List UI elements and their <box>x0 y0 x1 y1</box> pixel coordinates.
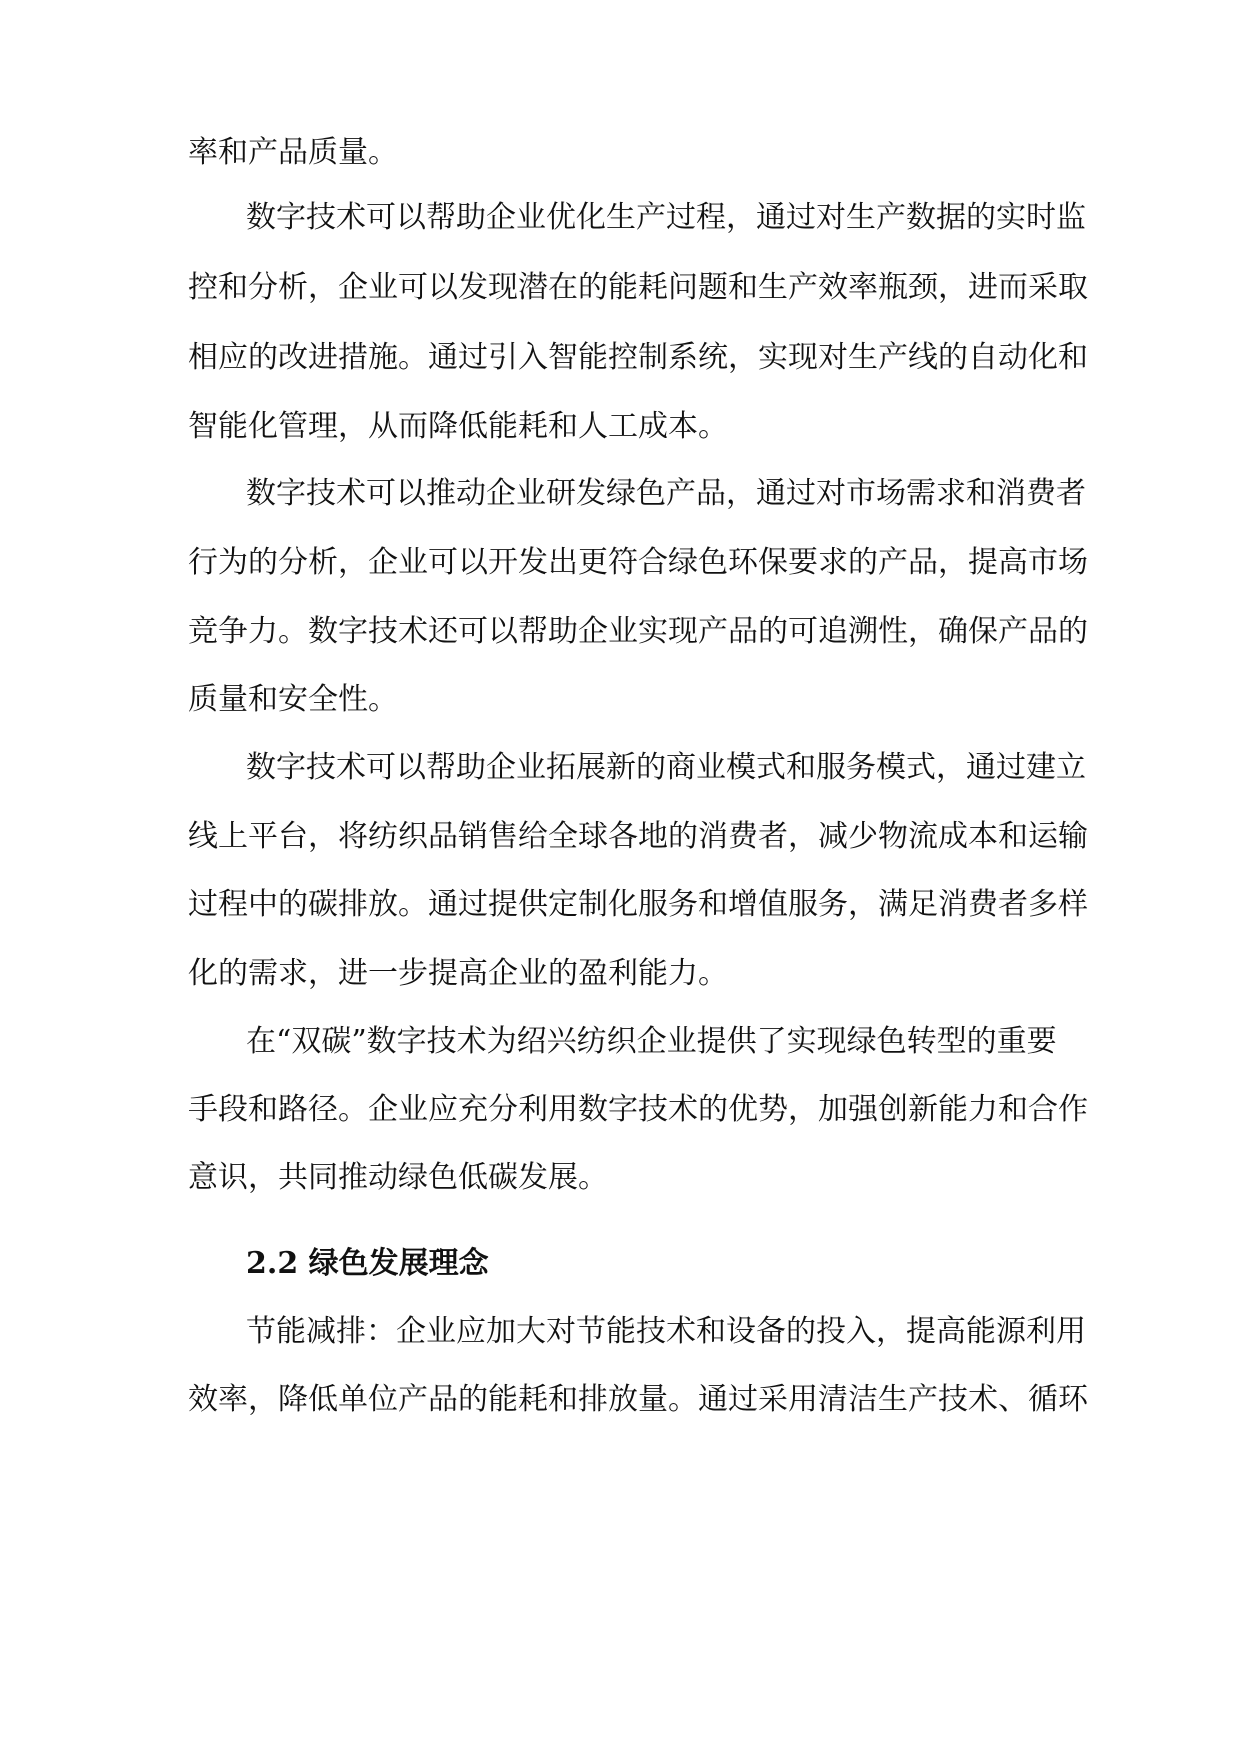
paragraph-line: 相应的改进措施。通过引入智能控制系统，实现对生产线的自动化和 <box>188 340 1088 375</box>
paragraph-line: 智能化管理，从而降低能耗和人工成本。 <box>188 409 728 444</box>
paragraph-line: 线上平台，将纺织品销售给全球各地的消费者，减少物流成本和运输 <box>188 819 1088 854</box>
paragraph-line: 质量和安全性。 <box>188 682 398 717</box>
paragraph-line: 效率，降低单位产品的能耗和排放量。通过采用清洁生产技术、循环 <box>188 1382 1088 1417</box>
section-heading: 2.2 绿色发展理念 <box>246 1246 489 1281</box>
paragraph-line: 化的需求，进一步提高企业的盈利能力。 <box>188 956 728 991</box>
paragraph-line: 数字技术可以帮助企业拓展新的商业模式和服务模式，通过建立 <box>246 750 1086 785</box>
paragraph-line: 数字技术可以帮助企业优化生产过程，通过对生产数据的实时监 <box>246 200 1086 235</box>
paragraph-line: 意识，共同推动绿色低碳发展。 <box>188 1160 608 1195</box>
paragraph-line: 竞争力。数字技术还可以帮助企业实现产品的可追溯性，确保产品的 <box>188 614 1088 649</box>
paragraph-line: 率和产品质量。 <box>188 135 398 170</box>
paragraph-line: 在“双碳”数字技术为绍兴纺织企业提供了实现绿色转型的重要 <box>246 1024 1057 1059</box>
paragraph-line: 过程中的碳排放。通过提供定制化服务和增值服务，满足消费者多样 <box>188 887 1088 922</box>
paragraph-line: 控和分析，企业可以发现潜在的能耗问题和生产效率瓶颈，进而采取 <box>188 270 1088 305</box>
paragraph-line: 行为的分析，企业可以开发出更符合绿色环保要求的产品，提高市场 <box>188 545 1088 580</box>
paragraph-line: 数字技术可以推动企业研发绿色产品，通过对市场需求和消费者 <box>246 476 1086 511</box>
paragraph-line: 手段和路径。企业应充分利用数字技术的优势，加强创新能力和合作 <box>188 1092 1088 1127</box>
paragraph-line: 节能减排：企业应加大对节能技术和设备的投入，提高能源利用 <box>246 1314 1086 1349</box>
